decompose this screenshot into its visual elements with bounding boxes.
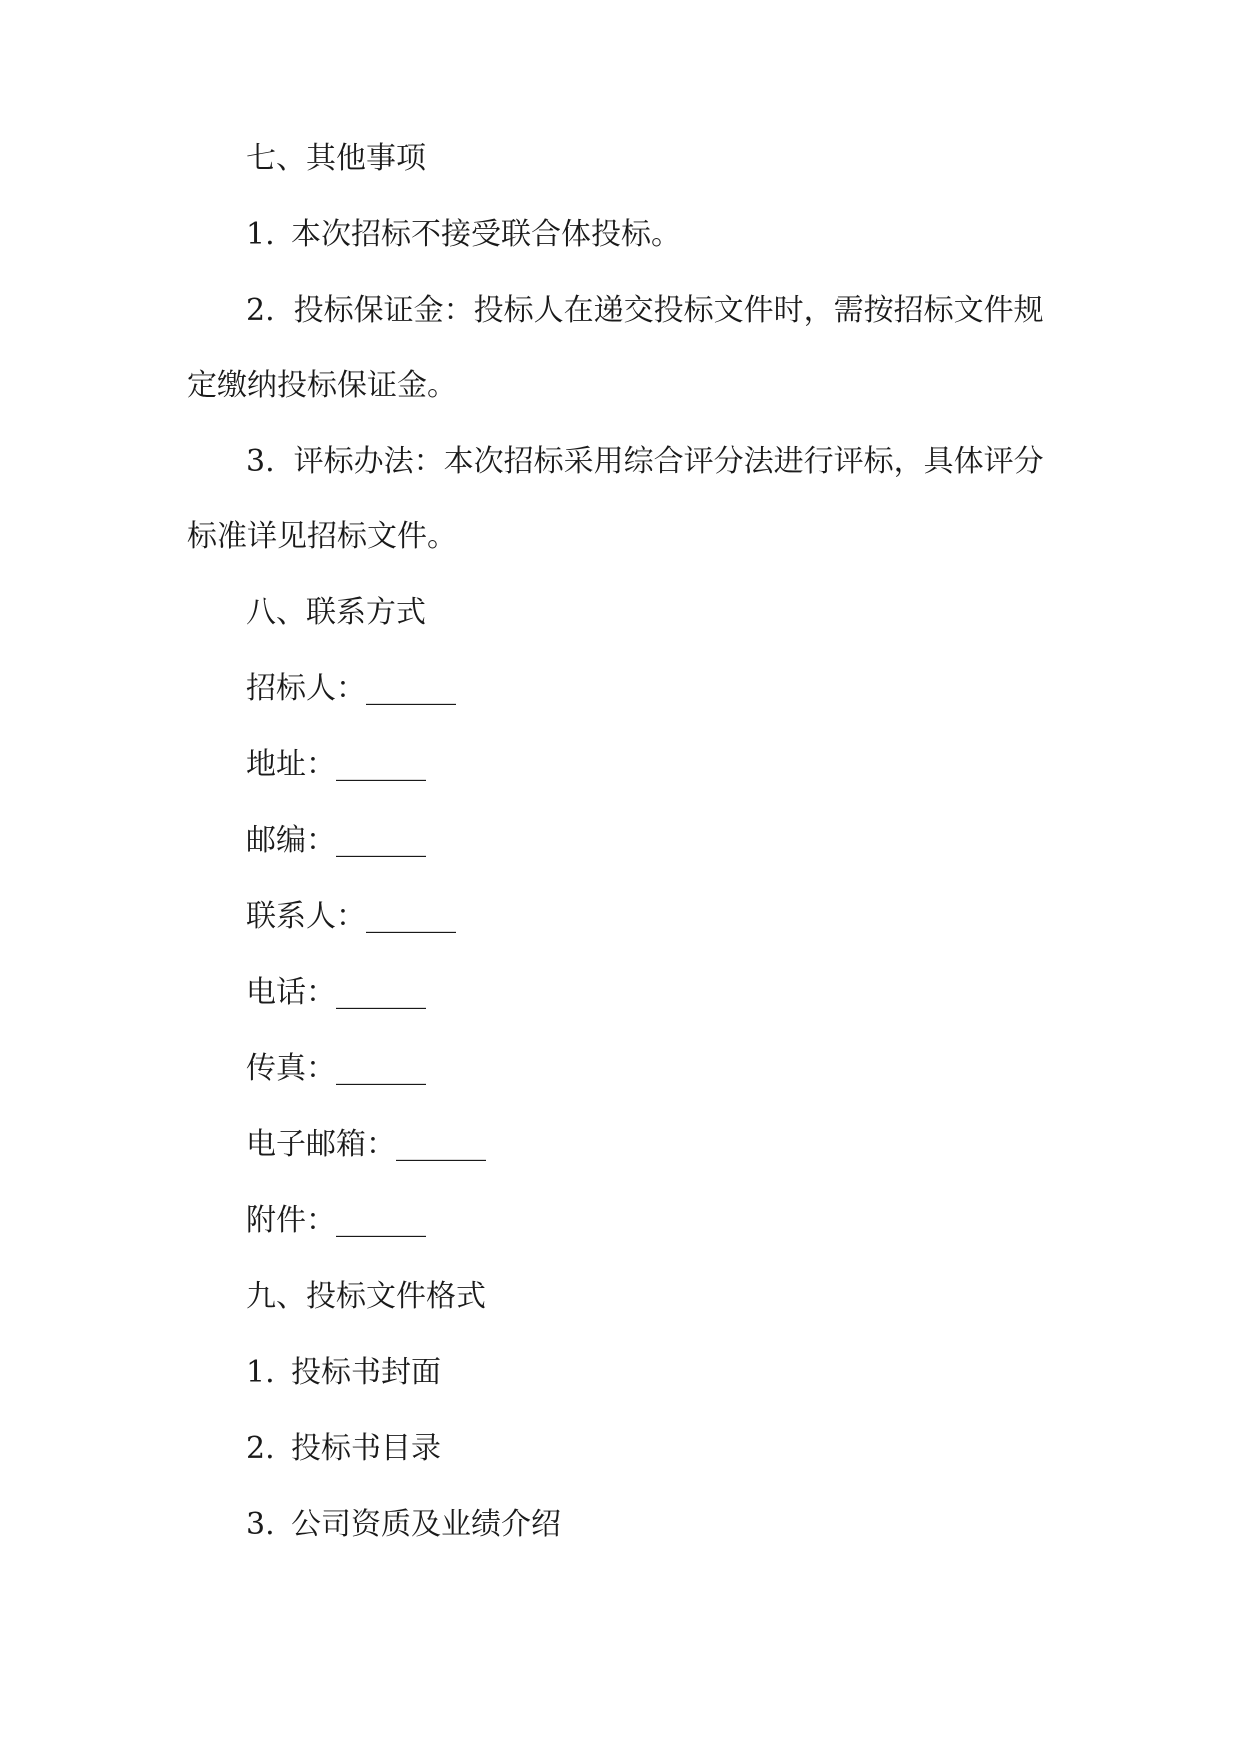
section-heading-contact: 八、联系方式 [246, 595, 426, 630]
list-item-text: 投标保证金：投标人在递交投标文件时，需按招标文件规定缴纳投标保证金。 [187, 293, 1044, 403]
list-item-number: 1. [246, 217, 275, 252]
field-blank: ______ [336, 975, 426, 1010]
field-label: 电话： [246, 975, 336, 1010]
field-blank: ______ [336, 823, 426, 858]
list-item-number: 3. [246, 1507, 275, 1542]
field-label: 电子邮箱： [246, 1127, 396, 1162]
field-blank: ______ [366, 899, 456, 934]
list-item-number: 3. [246, 444, 275, 479]
list-item [187, 424, 1047, 574]
field-blank: ______ [336, 747, 426, 782]
section-heading-bid-format: 九、投标文件格式 [246, 1279, 486, 1314]
contact-field [187, 746, 1047, 783]
list-item-number: 1. [246, 1355, 275, 1390]
list-item-text: 公司资质及业绩介绍 [291, 1507, 561, 1542]
list-item [187, 1506, 1047, 1543]
contact-field [187, 670, 1047, 707]
contact-field [187, 1202, 1047, 1239]
field-label: 传真： [246, 1051, 336, 1086]
section-heading-other-matters: 七、其他事项 [246, 141, 426, 176]
field-label: 招标人： [246, 671, 366, 706]
list-item-text: 投标书目录 [291, 1431, 441, 1466]
list-item [187, 273, 1047, 423]
list-item [187, 1430, 1047, 1467]
field-label: 联系人： [246, 899, 366, 934]
contact-field [187, 1126, 1047, 1163]
document-body [187, 140, 1047, 1582]
list-item [187, 1354, 1047, 1391]
contact-field [187, 974, 1047, 1011]
list-item-text: 投标书封面 [291, 1355, 441, 1390]
contact-field [187, 1050, 1047, 1087]
list-item-number: 2. [246, 293, 275, 328]
field-blank: ______ [396, 1127, 486, 1162]
contact-field [187, 898, 1047, 935]
field-blank: ______ [366, 671, 456, 706]
list-item [187, 216, 1047, 253]
list-item-text: 评标办法：本次招标采用综合评分法进行评标，具体评分标准详见招标文件。 [187, 444, 1044, 554]
field-blank: ______ [336, 1203, 426, 1238]
list-item-number: 2. [246, 1431, 275, 1466]
field-label: 地址： [246, 747, 336, 782]
field-blank: ______ [336, 1051, 426, 1086]
list-item-text: 本次招标不接受联合体投标。 [291, 217, 681, 252]
field-label: 附件： [246, 1203, 336, 1238]
contact-field [187, 822, 1047, 859]
field-label: 邮编： [246, 823, 336, 858]
